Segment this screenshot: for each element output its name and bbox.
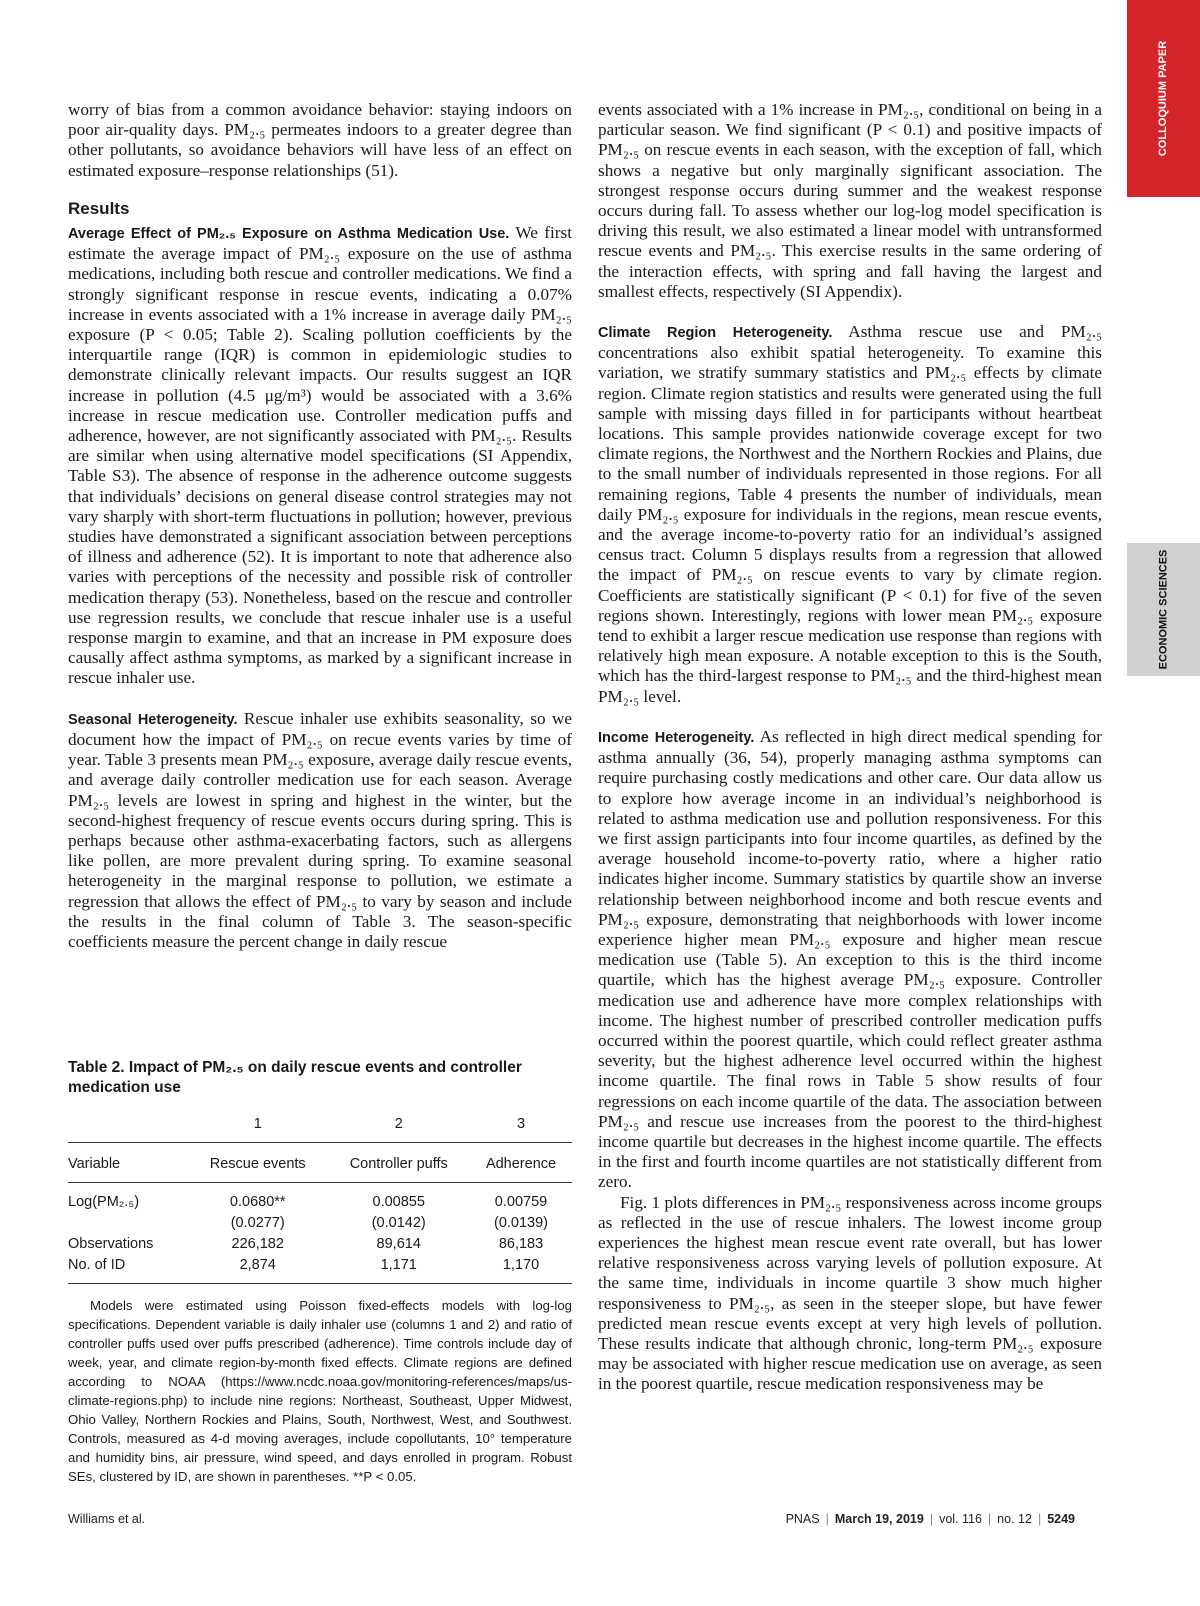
table-2 <box>68 1058 572 1486</box>
results-table <box>68 1114 572 1284</box>
average-effect-heading: Average Effect of PM₂.₅ Exposure on Asthma Medication Use. <box>68 226 510 243</box>
income-text: As reflected in high direct medical spending for asthma annually (36, 54), properly managing asthma symptoms can require purchasing costly medications and other care. Our data allow us to explore how average income in an individual’s neighborhood is related to asthma medication use and pollution responsiveness. For this we first assign participants into four income quartiles, as defined by the average household income-to-poverty ratio, where a higher ratio indicates higher income. Summary statistics by quartile show an inverse relationship between neighborhood income and both rescue events and PM₂.₅ exposure, demonstrating that neighborhoods with lower income experience higher mean PM₂.₅ exposure and higher mean rescue medication use (Table 5). An exception to this is the third income quartile, which has the highest average PM₂.₅ exposure. Controller medication use and adherence have more complex relationships with income. The highest number of prescribed controller medication puffs occurred within the poorest quartile, which could reflect greater asthma severity, but the highest adherence level occurred within the highest income quartile. The final rows in Table 5 show results of four regressions on each income quartile of the data. The association between PM₂.₅ and rescue use increases from the poorest to the third-highest income quartile but decreases in the highest income quartile. The effects in the first and fourth income quartiles are not statistically different from zero. <box>598 726 1102 1192</box>
economic-sciences-tab <box>1127 543 1200 676</box>
results-heading: Results <box>68 198 130 218</box>
fig1-paragraph: Fig. 1 plots differences in PM₂.₅ responsiveness across income groups as reflected in the use of rescue inhalers. The lowest income group experiences the highest mean rescue event rate overall, but has lower relative responsiveness across varying levels of pollution exposure. At the same time, individuals in income quartile 3 show much higher responsiveness to PM₂.₅, as seen in the steeper slope, but have fewer predicted mean rescue events except at very high levels of pollution. These results indicate that although chronic, long-term PM₂.₅ exposure may be associated with higher rescue medication use on average, as seen in the poorest quartile, rescue medication responsiveness may be <box>598 1192 1102 1394</box>
row-label <box>68 1213 188 1234</box>
footer-page: 5249 <box>1047 1512 1075 1526</box>
table-cell: (0.0139) <box>494 1215 549 1231</box>
table-row <box>68 1255 572 1284</box>
climate-text: Asthma rescue use and PM₂.₅ concentrations also exhibit spatial heterogeneity. To examine this variation, we stratify summary statistics and PM₂.₅ effects by climate region. Climate region statistics and results were generated using the full sample with missing days filled in for participants without heartbeat locations. This sample provides nationwide coverage except for two climate regions, the Northwest and the Northern Rockies and Plains, due to the small number of individuals represented in those regions. For all remaining regions, Table 4 presents the number of individuals, mean daily PM₂.₅ exposure for individuals in the regions, mean rescue events, and the average income-to-poverty ratio for an individual’s assigned census tract. Column 5 displays results from a regression that allowed the impact of PM₂.₅ on rescue events to vary by climate region. Coefficients are statistically significant (P < 0.1) for five of the seven regions shown. Interestingly, regions with lower mean PM₂.₅ exposure tend to exhibit a larger rescue medication use response than regions with relatively high mean exposure. A notable exception to this is the South, which has the third-largest response to PM₂.₅ and the third-highest mean PM₂.₅ level. <box>598 322 1102 706</box>
average-effect-text: We first estimate the average impact of PM₂.₅ exposure on the use of asthma medications, including both rescue and controller medications. We find a strongly significant response in rescue events, indicating a 0.07% increase in events associated with a 1% increase in average daily PM₂.₅ exposure (P < 0.05; Table 2). Scaling pollution coefficients by the interquartile range (IQR) is common in epidemiologic studies to demonstrate clinically relevant impacts. Our results suggest an IQR increase in pollution (4.5 μg/m³) would be associated with a 3.6% increase in rescue medication use. Controller medication puffs and adherence, however, are not significantly associated with PM₂.₅. Results are similar when using alternative model specifications (SI Appendix, Table S3). The absence of response in the adherence outcome suggests that individuals’ decisions on general disease control strategies may not vary sharply with short-term fluctuations in pollution; however, previous studies have demonstrated a significant association between perceptions of illness and adherence (52). It is important to note that adherence also varies with perceptions of the necessity and possible risk of controller medication therapy (53). Nonetheless, based on the rescue and controller use regression results, we conclude that rescue inhaler use is a useful response margin to examine, and that an increase in PM exposure does causally affect asthma symptoms, as marked by a significant increase in rescue inhaler use. <box>68 223 572 688</box>
table-col-number: 3 <box>516 1116 526 1132</box>
seasonal-text: Rescue inhaler use exhibits seasonality, so we document how the impact of PM₂.₅ on recue events varies by time of year. Table 3 presents mean PM₂.₅ exposure, average daily rescue events, and average daily controller medication use for each season. Average PM₂.₅ levels are lowest in spring and highest in the winter, but the second-highest frequency of rescue events occurs during spring. This is perhaps because other asthma-exacerbating factors, such as allergens like pollen, are more prevalent during spring. To examine seasonal heterogeneity in the marginal response to pollution, we estimate a regression that allows the effect of PM₂.₅ to vary by season and include the results in the final column of Table 3. The season-specific coefficients measure the percent change in daily rescue <box>68 708 572 951</box>
table-col-number: 2 <box>394 1116 403 1132</box>
footer-date: March 19, 2019 <box>834 1512 924 1526</box>
table-col-number: 1 <box>253 1116 262 1132</box>
footer-issue: no. 12 <box>997 1512 1032 1526</box>
seasonal-paragraph <box>68 709 572 952</box>
climate-heading: Climate Region Heterogeneity. <box>598 325 833 342</box>
income-paragraph <box>598 727 1102 1193</box>
table-column-header: Controller puffs <box>327 1143 470 1183</box>
table-cell: 89,614 <box>376 1236 421 1252</box>
footer-journal: PNAS <box>785 1512 820 1526</box>
table-cell: 0.00759 <box>470 1183 572 1214</box>
intro-paragraph: worry of bias from a common avoidance behavior: staying indoors on poor air-quality days. PM₂.₅ permeates indoors to a greater degree than other pollutants, so avoidance behaviors will have less of an effect on estimated exposure–response relationships (51). <box>68 100 572 180</box>
income-heading: Income Heterogeneity. <box>598 729 755 746</box>
economic-sciences-label: ECONOMIC SCIENCES <box>1157 549 1170 670</box>
table-cell: 0.0680** <box>188 1183 327 1214</box>
footer-volume: vol. 116 <box>939 1512 982 1526</box>
variable-header: Variable <box>68 1143 188 1183</box>
footer-citation: PNAS | March 19, 2019 | vol. 116 | no. 12 | 5249 <box>785 1512 1075 1526</box>
table-caption: Table 2. Impact of PM₂.₅ on daily rescue events and controller medication use <box>68 1059 522 1096</box>
table-column-header: Rescue events <box>188 1143 327 1183</box>
seasonal-heading: Seasonal Heterogeneity. <box>68 711 238 728</box>
table-cell: 226,182 <box>231 1236 284 1252</box>
colloquium-paper-label: COLLOQUIUM PAPER <box>1157 40 1170 157</box>
table-cell: (0.0142) <box>371 1215 426 1231</box>
left-column <box>68 100 572 952</box>
climate-paragraph <box>598 322 1102 707</box>
table-row <box>68 1234 572 1255</box>
table-cell: 0.00855 <box>327 1183 470 1214</box>
row-label: Observations <box>68 1236 154 1252</box>
average-effect-paragraph <box>68 223 572 689</box>
table-row <box>68 1183 572 1214</box>
table-cell: 2,874 <box>188 1255 327 1284</box>
right-column <box>598 100 1102 1395</box>
colloquium-paper-tab <box>1127 0 1200 197</box>
footer-authors: Williams et al. <box>68 1512 146 1526</box>
table-column-header: Adherence <box>470 1143 572 1183</box>
table-header-row <box>68 1143 572 1183</box>
table-cell: 1,170 <box>470 1255 572 1284</box>
row-label: No. of ID <box>68 1255 188 1284</box>
seasonal-continued-paragraph: events associated with a 1% increase in PM₂.₅, conditional on being in a particular season. We find significant (P < 0.1) and positive impacts of PM₂.₅ on rescue events in each season, with the exception of fall, which shows a negative but only marginally significant association. The strongest response occurs during summer and the weakest response occurs during fall. To assess whether our log-log model specification is driving this result, we also estimated a linear model with untransformed rescue events and PM₂.₅. This exercise results in the same ordering of the interaction effects, with spring and fall having the largest and smallest effects, respectively (SI Appendix). <box>598 100 1102 301</box>
table-cell: 86,183 <box>498 1236 544 1252</box>
table-row <box>68 1213 572 1234</box>
row-label: Log(PM₂.₅) <box>68 1183 188 1214</box>
table-cell: 1,171 <box>327 1255 470 1284</box>
table-cell: (0.0277) <box>230 1215 285 1231</box>
table-column-numbers <box>68 1114 572 1143</box>
table-notes: Models were estimated using Poisson fixed-effects models with log-log specifications. Dependent variable is daily inhaler use (columns 1 and 2) and ratio of controller puffs used over puffs prescribed (adherence). Time controls include day of week, year, and climate region-by-month fixed effects. Climate regions are defined according to NOAA (https://www.ncdc.noaa.gov/monitoring-references/maps/us-climate-regions.php) to include nine regions: Northeast, Southeast, Upper Midwest, Ohio Valley, Northern Rockies and Plains, South, Northwest, West, and Southwest. Controls, measured as 4-d moving averages, include copollutants, 10° temperature and humidity bins, air pressure, wind speed, and days enrolled in program. Robust SEs, clustered by ID, are shown in parentheses. **P < 0.05. <box>68 1298 572 1484</box>
